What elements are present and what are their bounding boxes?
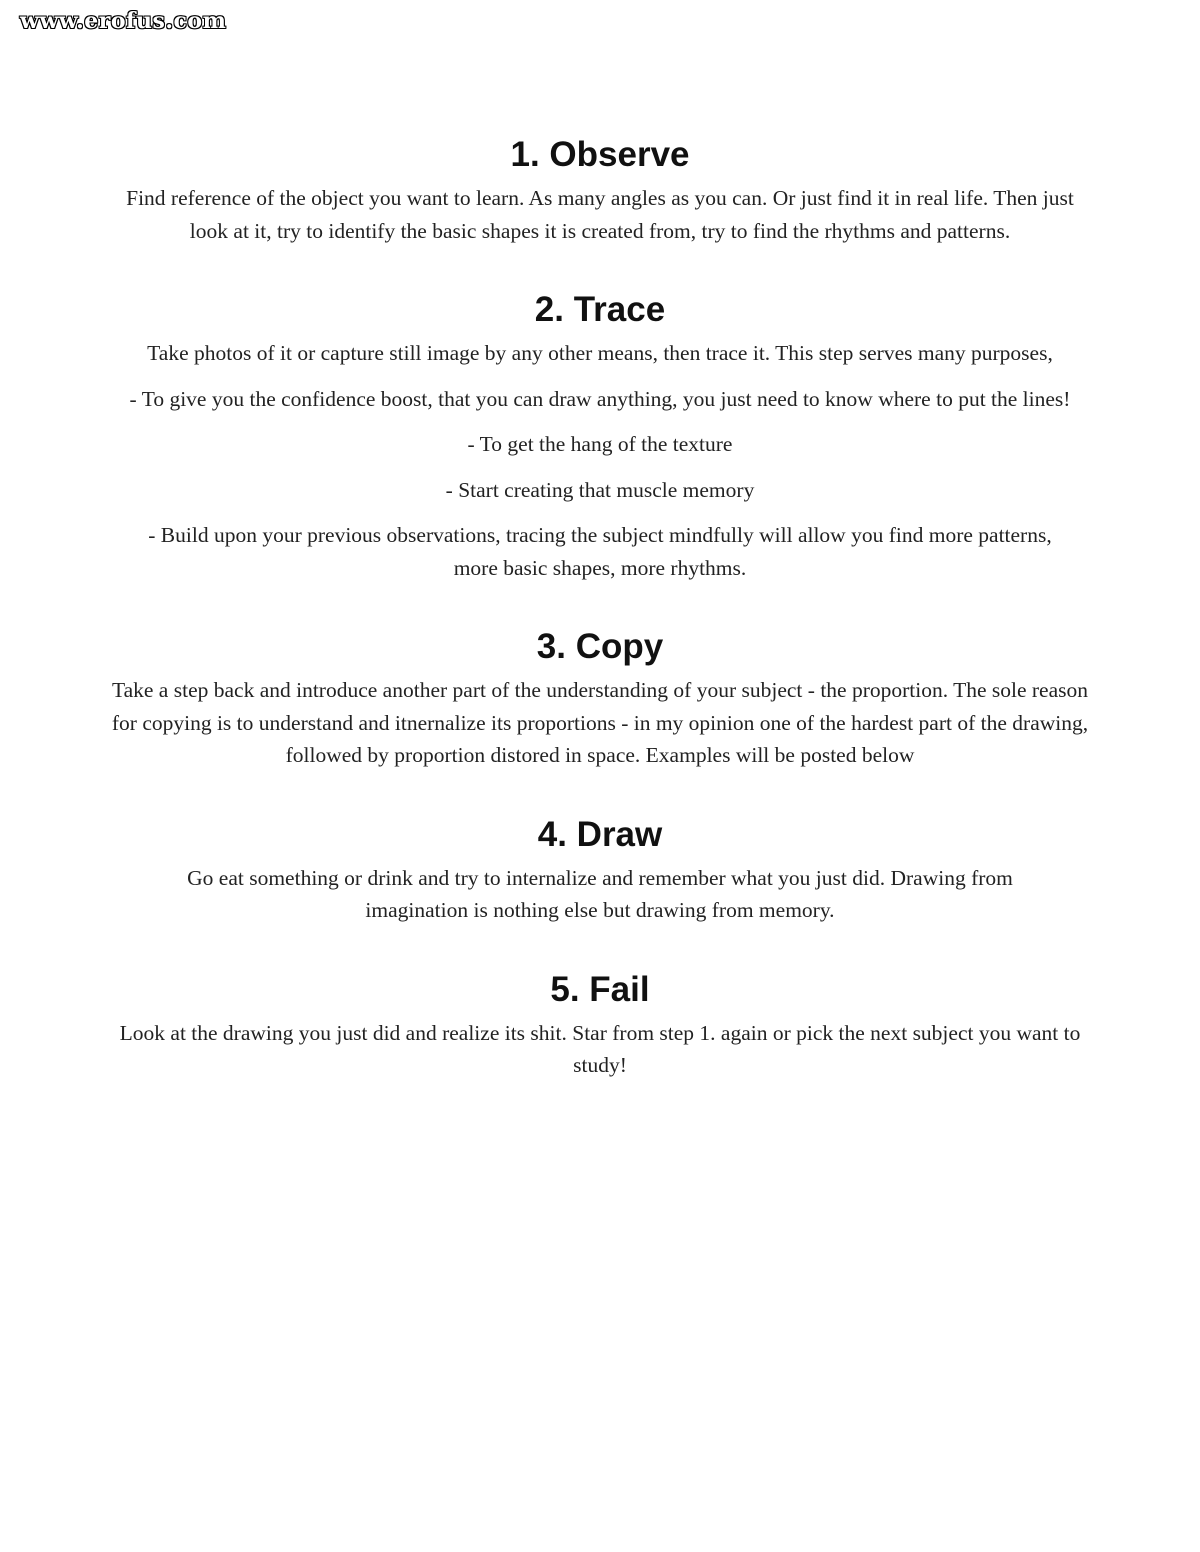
section-paragraph: - Start creating that muscle memory [445, 477, 755, 502]
section-paragraph: Look at the drawing you just did and realize its shit. Star from step 1. again or pick the next subject you want to study! [119, 1020, 1081, 1077]
watermark: www.erofus.com [20, 8, 227, 34]
section-paragraph: Find reference of the object you want to learn. As many angles as you can. Or just find it in real life. Then just look at it, try to identify the basic shapes it is created from, try to find the rhythms and patterns. [126, 186, 1074, 243]
section-copy [100, 624, 1100, 772]
section-title: 1. Observe [510, 135, 690, 174]
section-observe [100, 132, 1100, 247]
section-title: 3. Copy [536, 627, 664, 666]
section-paragraph: Take a step back and introduce another part of the understanding of your subject - the proportion. The sole reason for copying is to understand and itnernalize its proportions - in my opinion one of the hardest part of the drawing, followed by proportion distored in space. Examples will be posted below [111, 678, 1089, 767]
section-fail [100, 967, 1100, 1082]
section-title: 5. Fail [550, 969, 650, 1009]
section-paragraph: - To give you the confidence boost, that you can draw anything, you just need to know where to put the lines! [129, 386, 1071, 411]
section-title: 4. Draw [537, 814, 663, 854]
document-body [100, 132, 1100, 1122]
section-paragraph: Take photos of it or capture still image by any other means, then trace it. This step serves many purposes, [147, 341, 1053, 365]
section-trace [100, 287, 1100, 584]
section-paragraph: - Build upon your previous observations, tracing the subject mindfully will allow you find more patterns, more basic shapes, more rhythms. [148, 523, 1052, 580]
section-draw [100, 812, 1100, 927]
section-paragraph: - To get the hang of the texture [467, 432, 733, 456]
section-paragraph: Go eat something or drink and try to internalize and remember what you just did. Drawing from imagination is nothing else but drawing from memory. [187, 865, 1013, 922]
section-title: 2. Trace [534, 290, 666, 329]
